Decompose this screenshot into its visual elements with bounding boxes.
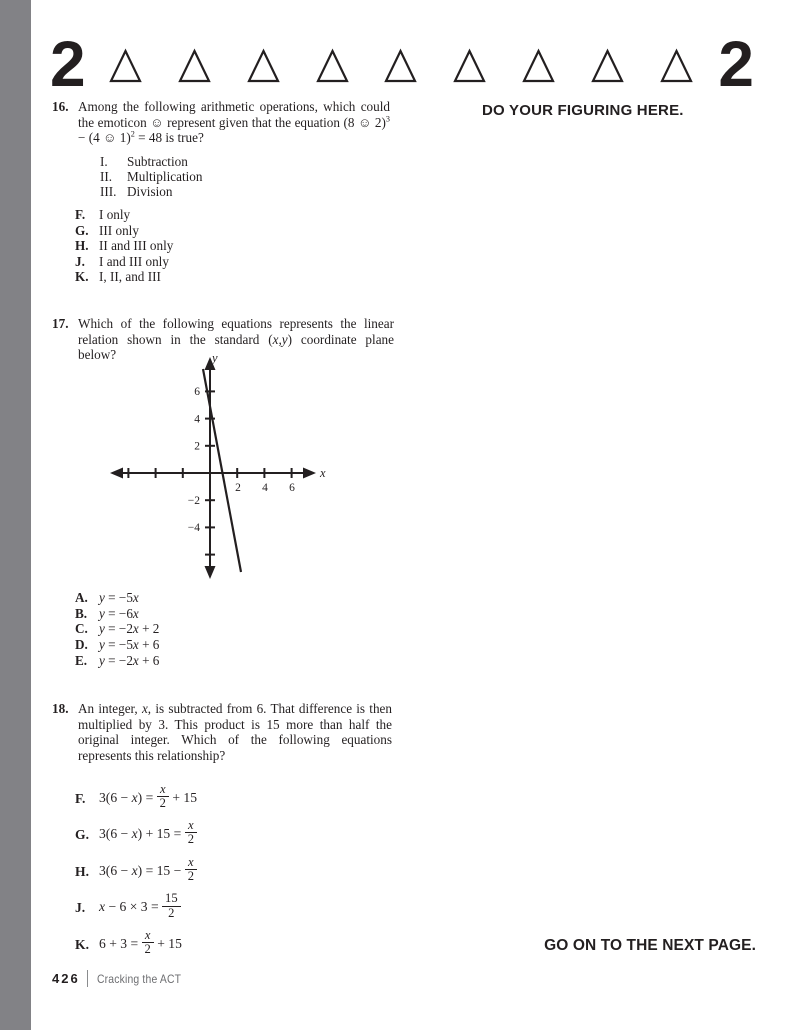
x-axis-label: x: [320, 466, 326, 480]
figuring-note: DO YOUR FIGURING HERE.: [482, 102, 684, 119]
choice-label: J.: [75, 253, 85, 269]
choice-label: H.: [75, 863, 89, 879]
question-16: [52, 99, 390, 284]
answer-choice: [75, 207, 390, 222]
triangle-divider-row: [84, 48, 719, 84]
triangle-icon: [521, 48, 556, 84]
roman-text: Subtraction: [127, 153, 188, 169]
choice-label: F.: [75, 207, 86, 223]
answer-choice: [75, 653, 159, 669]
choice-text: y = −2x + 6: [99, 652, 160, 668]
choice-label: D.: [75, 637, 88, 653]
question-stem: Among the following arithmetic operations, which could the emoticon ☺ represent given that the equation (8 ☺ 2)$^3$ − (4 ☺ 1)$^2$ = 48 is true?: [78, 99, 390, 145]
choice-text: y = −5x + 6: [99, 637, 160, 653]
answer-choice-list: [75, 590, 159, 669]
roman-label: II.: [100, 168, 113, 184]
page-footer: [52, 970, 193, 987]
y-tick-label: −2: [187, 495, 200, 507]
section-number-right: 2: [718, 28, 752, 100]
page-edge-bar: [0, 0, 31, 1030]
answer-choice: [75, 590, 159, 606]
answer-choice: [75, 853, 197, 890]
choice-label: H.: [75, 238, 89, 254]
roman-item: [100, 169, 390, 184]
choice-text: x − 6 × 3 = $\frac{15}{2}$: [99, 894, 197, 921]
choice-text: II and III only: [99, 238, 174, 254]
choice-label: C.: [75, 621, 88, 637]
roman-numeral-list: [100, 154, 390, 200]
y-tick-label: 2: [194, 440, 200, 453]
choice-text: 3(6 − x) + 15 = $\frac{x}{2}$: [99, 821, 197, 848]
fraction: $\frac{x}{2}$: [185, 819, 197, 846]
choice-label: E.: [75, 652, 88, 668]
book-title: Cracking the ACT: [97, 971, 182, 986]
answer-choice: [75, 269, 390, 284]
answer-choice-list: [75, 780, 197, 963]
choice-text: y = −2x + 2: [99, 621, 160, 637]
roman-item: [100, 184, 390, 199]
footer-divider: [87, 970, 89, 987]
question-18: [52, 701, 392, 763]
choice-text: y = −6x: [99, 605, 139, 621]
roman-text: Division: [127, 184, 173, 200]
triangle-icon: [383, 48, 418, 84]
choice-label: G.: [75, 222, 89, 238]
question-number: 16.: [52, 99, 69, 114]
choice-label: K.: [75, 936, 89, 952]
x-tick-label: 2: [235, 482, 241, 494]
answer-choice: [75, 780, 197, 817]
choice-label: G.: [75, 827, 89, 843]
roman-label: I.: [100, 153, 108, 169]
answer-choice: [75, 238, 390, 253]
fraction: $\frac{x}{2}$: [185, 856, 197, 883]
choice-label: B.: [75, 605, 88, 621]
answer-choice: [75, 254, 390, 269]
choice-text: 3(6 − x) = $\frac{x}{2}$ + 15: [99, 781, 197, 810]
choice-text: 3(6 − x) = 15 − $\frac{x}{2}$: [99, 858, 197, 885]
fraction: $\frac{15}{2}$: [162, 892, 181, 919]
x-axis-arrow-right: [303, 468, 316, 479]
choice-text: I, II, and III: [99, 269, 161, 285]
fraction: $\frac{x}{2}$: [142, 929, 154, 956]
choice-label: J.: [75, 900, 86, 916]
triangle-icon: [590, 48, 625, 84]
triangle-icon: [177, 48, 212, 84]
x-tick-label: 6: [289, 482, 295, 494]
choice-text: y = −5x: [99, 590, 139, 605]
y-tick-label: 6: [194, 386, 200, 398]
go-on-note: GO ON TO THE NEXT PAGE.: [544, 937, 756, 954]
y-tick-labels: [188, 386, 201, 534]
page-number: 426: [52, 971, 80, 986]
y-tick-label: 4: [194, 413, 200, 426]
choice-text: 6 + 3 = $\frac{x}{2}$ + 15: [99, 927, 182, 957]
coordinate-plane-graph: [104, 351, 332, 585]
y-tick-label: −4: [187, 522, 200, 534]
choice-label: A.: [75, 590, 88, 605]
question-stem: An integer, x, is subtracted from 6. That difference is then multiplied by 3. This product is 15 more than half the original integer. Which of the following equations represents this relationship?: [78, 701, 392, 763]
section-number-left: 2: [50, 28, 84, 100]
triangle-icon: [659, 48, 694, 84]
triangle-icon: [315, 48, 350, 84]
choice-text: I and III only: [99, 253, 169, 269]
test-section-header: [50, 30, 752, 98]
choice-text: III only: [99, 222, 139, 238]
answer-choice: [75, 621, 159, 637]
choice-label: F.: [75, 790, 86, 806]
question-stem: Which of the following equations represents the linear relation shown in the standard (x,y) coordinate plane below?: [78, 316, 394, 362]
triangle-icon: [452, 48, 487, 84]
question-number: 17.: [52, 316, 69, 331]
answer-choice: [75, 637, 159, 653]
roman-text: Multiplication: [127, 168, 203, 184]
answer-choice: [75, 890, 197, 927]
x-axis-arrow-left: [110, 468, 123, 479]
triangle-icon: [108, 48, 143, 84]
roman-label: III.: [100, 184, 117, 200]
plotted-line: [203, 369, 241, 572]
fraction: $\frac{x}{2}$: [157, 783, 169, 810]
answer-choice-list: [75, 207, 390, 284]
y-axis-arrow-bottom: [205, 566, 216, 579]
y-axis-label: y: [212, 351, 218, 365]
coordinate-plane-svg: [104, 351, 332, 585]
roman-item: [100, 154, 390, 169]
choice-text: I only: [99, 207, 131, 223]
x-tick-label: 4: [262, 482, 268, 494]
question-number: 18.: [52, 701, 69, 716]
x-tick-labels: [235, 482, 295, 494]
answer-choice: [75, 223, 390, 238]
choice-label: K.: [75, 269, 89, 285]
triangle-icon: [246, 48, 281, 84]
answer-choice: [75, 817, 197, 854]
answer-choice: [75, 606, 159, 622]
